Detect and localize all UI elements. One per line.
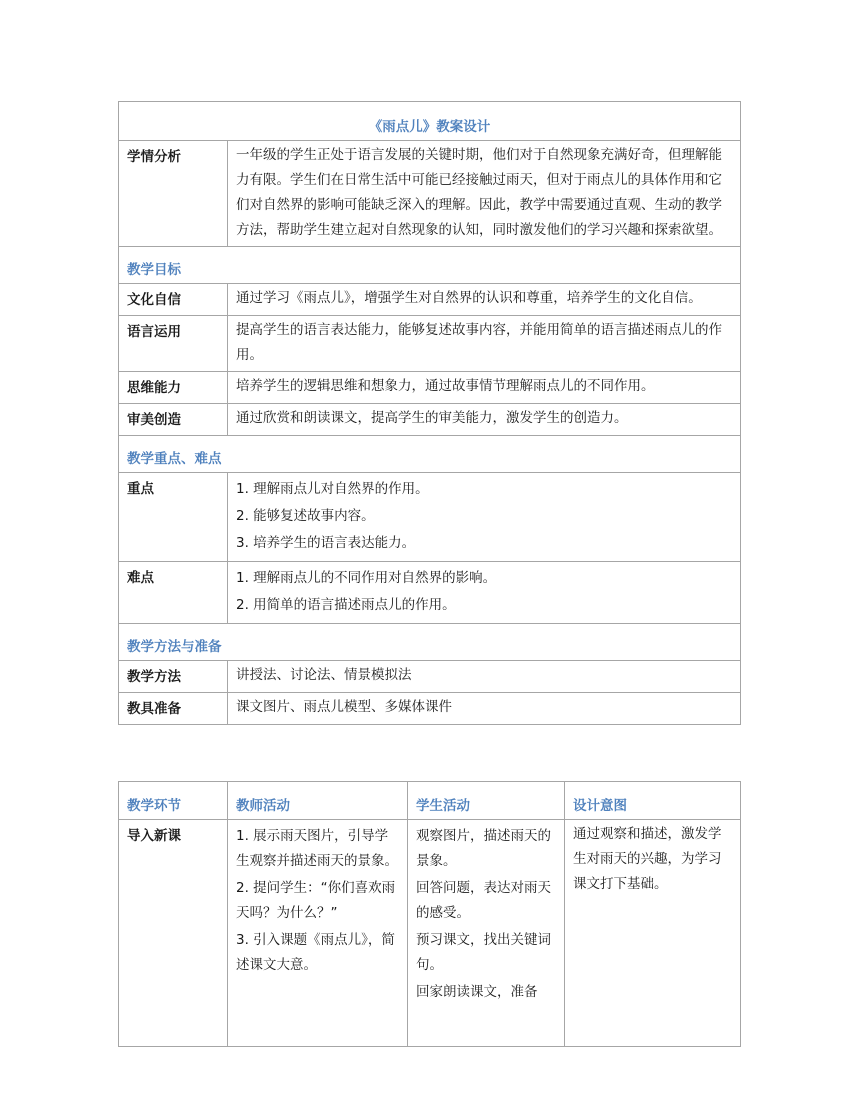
analysis-row <box>119 141 741 247</box>
focus-row <box>119 473 741 562</box>
goal-label: 语言运用 <box>119 316 228 372</box>
process-row <box>119 820 741 1047</box>
process-table <box>118 781 741 1047</box>
difficulty-list <box>228 562 741 624</box>
student-activity: 回家朗读课文，准备 <box>416 984 538 1000</box>
difficulty-row <box>119 562 741 624</box>
goal-text: 培养学生的逻辑思维和想象力，通过故事情节理解雨点儿的不同作用。 <box>228 372 741 404</box>
methods-heading: 教学方法与准备 <box>119 624 741 661</box>
goal-row <box>119 372 741 404</box>
focus-item: 1. 理解雨点儿对自然界的作用。 <box>236 481 429 497</box>
goal-text: 通过欣赏和朗读课文，提高学生的审美能力，激发学生的创造力。 <box>228 404 741 436</box>
difficulty-label: 难点 <box>119 562 228 624</box>
method-row <box>119 661 741 693</box>
goal-row <box>119 284 741 316</box>
goal-row <box>119 404 741 436</box>
prep-row <box>119 693 741 725</box>
student-activities <box>408 820 565 1047</box>
focus-list <box>228 473 741 562</box>
methods-heading-row <box>119 624 741 661</box>
analysis-label: 学情分析 <box>119 141 228 247</box>
teacher-activity: 1. 展示雨天图片，引导学生观察并描述雨天的景象。 <box>236 828 398 869</box>
stage-label: 导入新课 <box>119 820 228 1047</box>
method-text: 讲授法、讨论法、情景模拟法 <box>228 661 741 693</box>
goals-heading: 教学目标 <box>119 247 741 284</box>
teacher-activity: 3. 引入课题《雨点儿》，简述课文大意。 <box>236 932 395 973</box>
student-activity: 回答问题，表达对雨天的感受。 <box>416 880 551 921</box>
method-label: 教学方法 <box>119 661 228 693</box>
prep-text: 课文图片、雨点儿模型、多媒体课件 <box>228 693 741 725</box>
teacher-activities <box>228 820 408 1047</box>
goal-label: 审美创造 <box>119 404 228 436</box>
header-student: 学生活动 <box>408 782 565 820</box>
prep-label: 教具准备 <box>119 693 228 725</box>
header-stage: 教学环节 <box>119 782 228 820</box>
student-activity: 预习课文，找出关键词句。 <box>416 932 551 973</box>
header-teacher: 教师活动 <box>228 782 408 820</box>
design-intent: 通过观察和描述，激发学生对雨天的兴趣，为学习课文打下基础。 <box>565 820 741 1047</box>
goal-text: 提高学生的语言表达能力，能够复述故事内容，并能用简单的语言描述雨点儿的作用。 <box>228 316 741 372</box>
difficulty-item: 1. 理解雨点儿的不同作用对自然界的影响。 <box>236 570 497 586</box>
teacher-activity: 2. 提问学生：“你们喜欢雨天吗？为什么？” <box>236 880 396 921</box>
goals-heading-row <box>119 247 741 284</box>
process-header-row <box>119 782 741 820</box>
focus-item: 3. 培养学生的语言表达能力。 <box>236 535 416 551</box>
goal-row <box>119 316 741 372</box>
difficulty-item: 2. 用简单的语言描述雨点儿的作用。 <box>236 597 456 613</box>
goal-text: 通过学习《雨点儿》，增强学生对自然界的认识和尊重，培养学生的文化自信。 <box>228 284 741 316</box>
focus-label: 重点 <box>119 473 228 562</box>
goal-label: 思维能力 <box>119 372 228 404</box>
goal-label: 文化自信 <box>119 284 228 316</box>
focus-item: 2. 能够复述故事内容。 <box>236 508 375 524</box>
title-row <box>119 102 741 141</box>
header-intent: 设计意图 <box>565 782 741 820</box>
keypoints-heading: 教学重点、难点 <box>119 436 741 473</box>
student-activity: 观察图片，描述雨天的景象。 <box>416 828 551 869</box>
analysis-text: 一年级的学生正处于语言发展的关键时期，他们对于自然现象充满好奇，但理解能力有限。学生们在日常生活中可能已经接触过雨天，但对于雨点儿的具体作用和它们对自然界的影响可能缺乏深入的理解。因此，教学中需要通过直观、生动的教学方法，帮助学生建立起对自然现象的认知，同时激发他们的学习兴趣和探索欲望。 <box>228 141 741 247</box>
lesson-plan-table <box>118 101 741 725</box>
doc-title: 《雨点儿》教案设计 <box>119 102 741 141</box>
keypoints-heading-row <box>119 436 741 473</box>
